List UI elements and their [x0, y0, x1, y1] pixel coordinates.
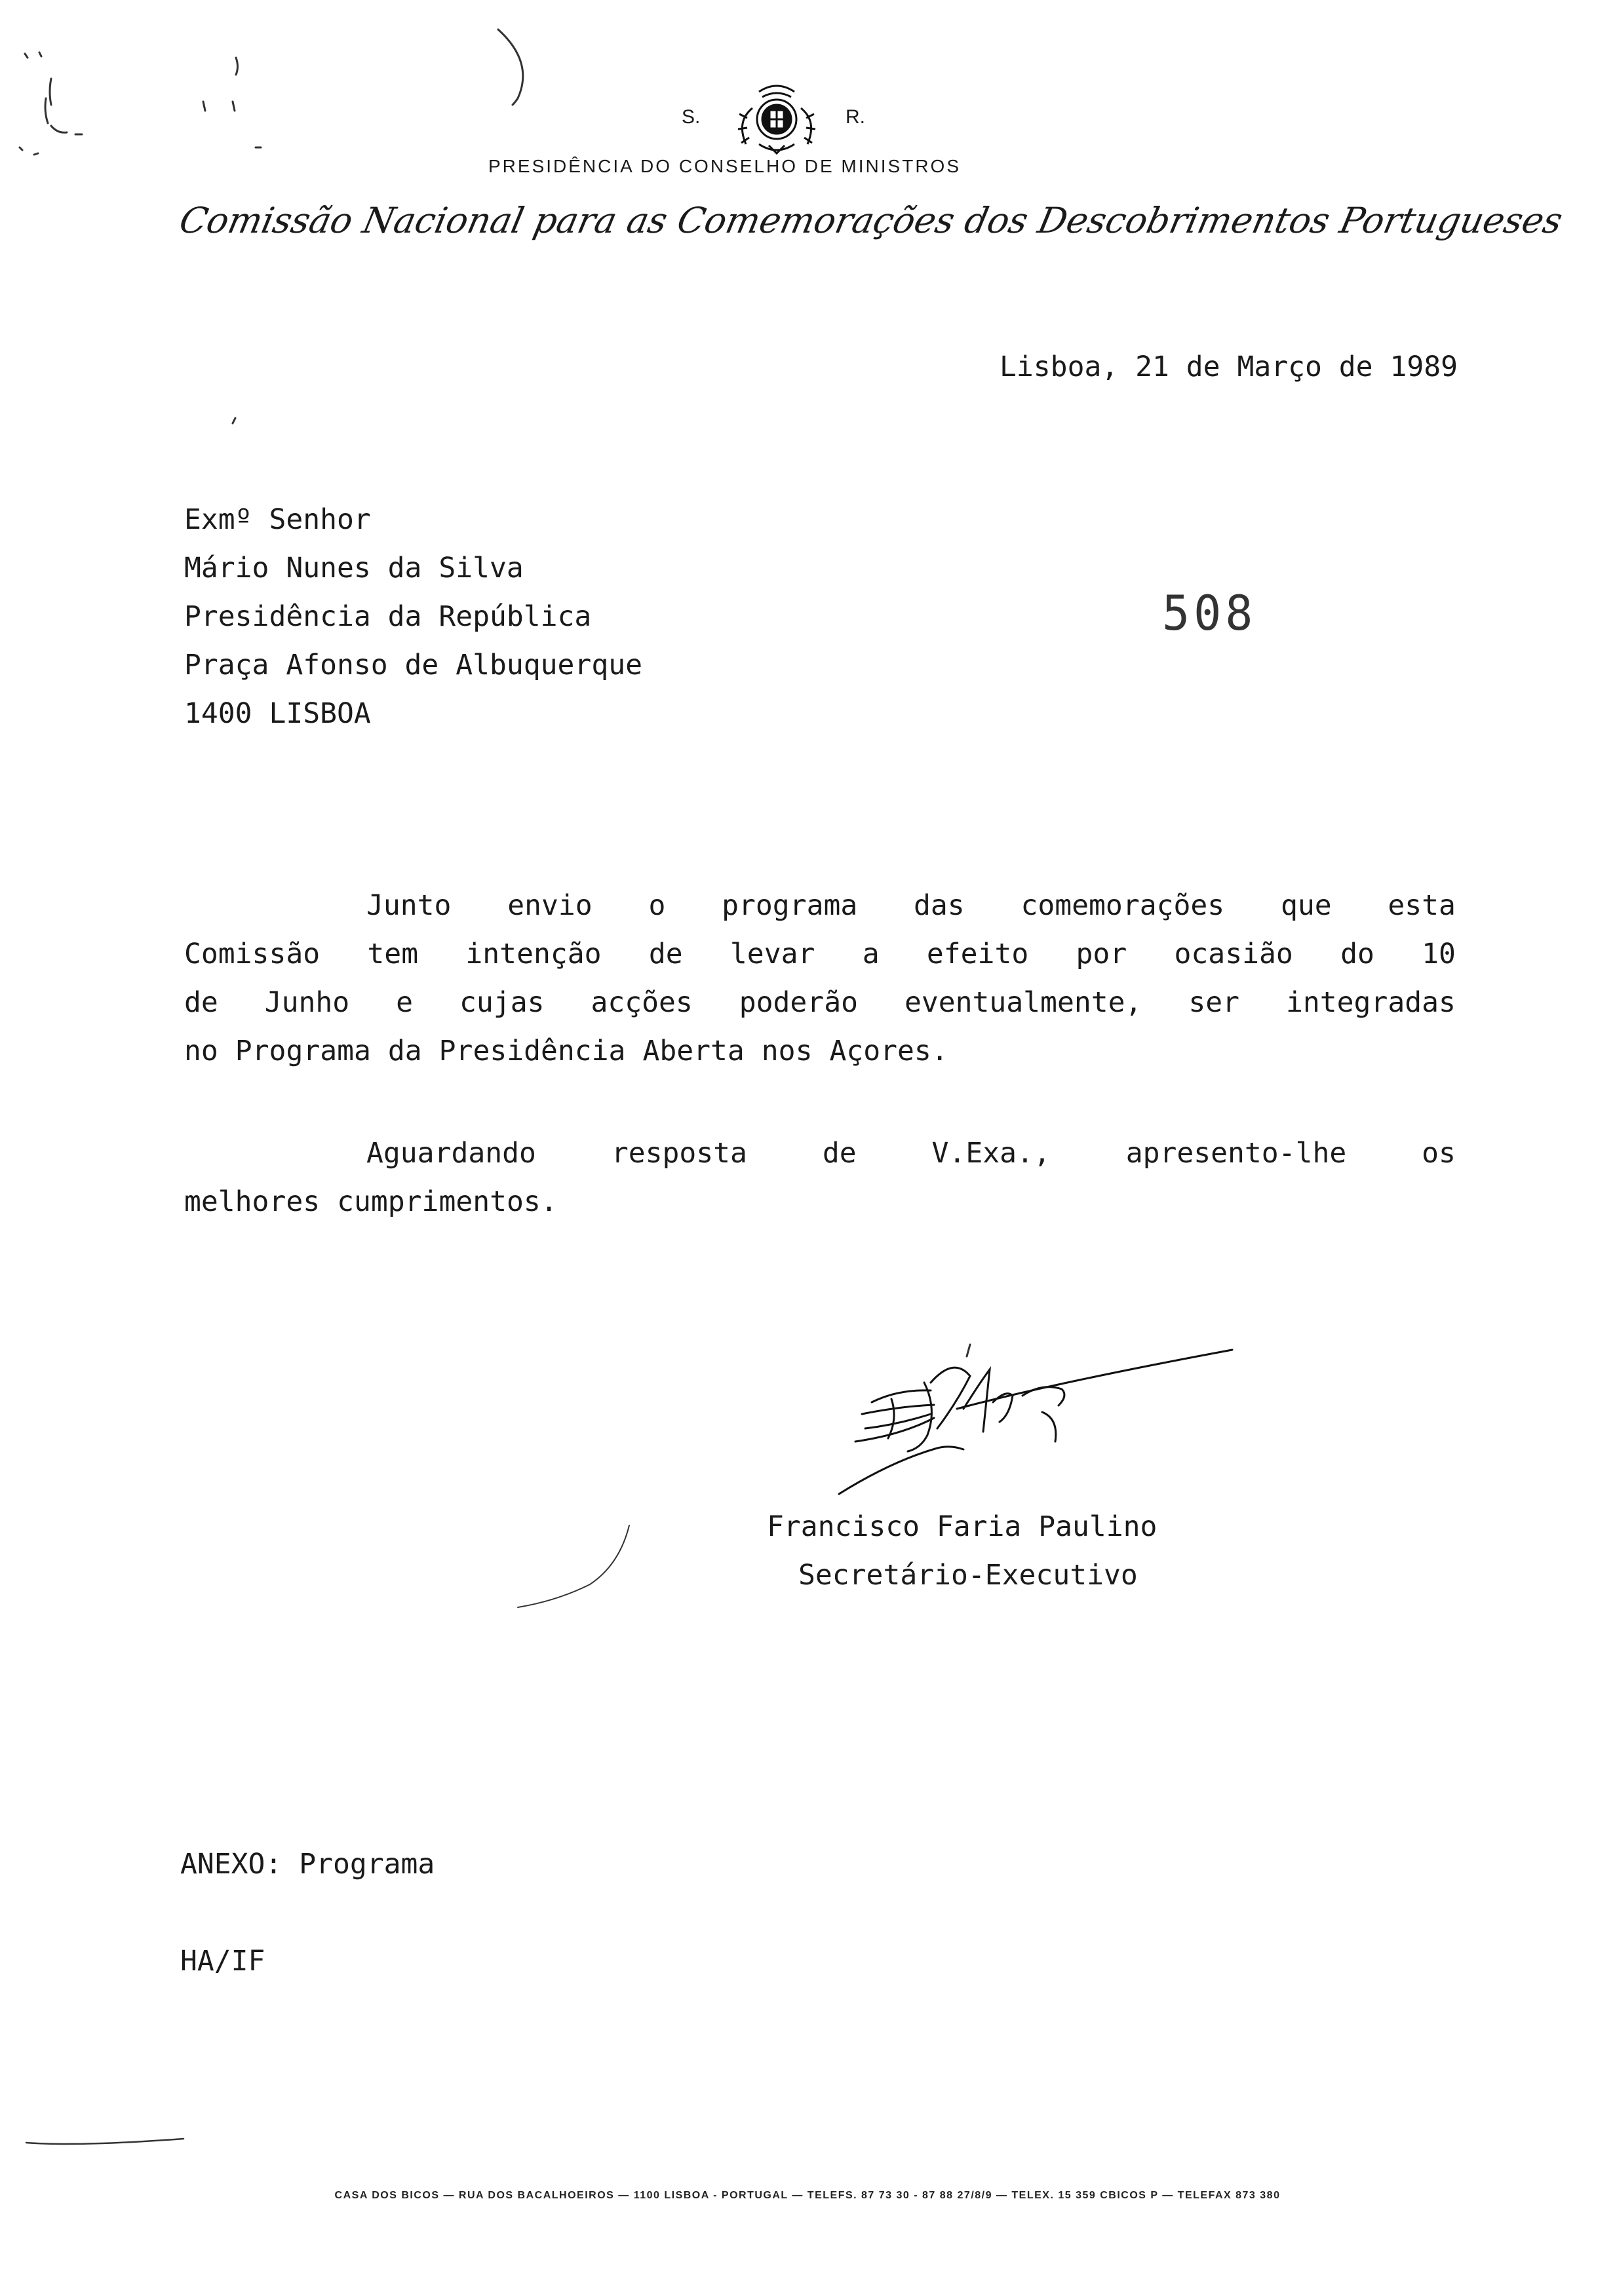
- paragraph-line: [184, 1177, 1456, 1226]
- paragraph-word: cumprimentos.: [337, 1185, 558, 1218]
- paragraph-word: no: [184, 1035, 218, 1067]
- paragraph-word: por: [1076, 938, 1127, 970]
- recipient-city: 1400 LISBOA: [184, 697, 371, 730]
- letter-date: Lisboa, 21 de Março de 1989: [1000, 351, 1458, 383]
- paragraph-word: que: [1280, 889, 1332, 922]
- paragraph-word: Aguardando: [366, 1137, 536, 1170]
- signer-title: Secretário-Executivo: [798, 1559, 1138, 1592]
- paragraph-word: Açores.: [829, 1035, 948, 1067]
- coat-of-arms-icon: [733, 79, 821, 157]
- paragraph-line: [184, 1129, 1456, 1177]
- handwritten-signature: [826, 1337, 1258, 1507]
- paragraph-word: Junho: [264, 986, 350, 1019]
- annex-line: ANEXO: Programa: [180, 1848, 435, 1881]
- paragraph-word: de: [648, 938, 683, 970]
- paragraph-word: apresento-lhe: [1125, 1137, 1347, 1170]
- paragraph-word: integradas: [1286, 986, 1456, 1019]
- paragraph-word: eventualmente,: [904, 986, 1142, 1019]
- paragraph-word: resposta: [611, 1137, 747, 1170]
- paragraph-word: programa: [722, 889, 858, 922]
- signer-name: Francisco Faria Paulino: [767, 1510, 1158, 1543]
- paragraph-word: V.Exa.,: [931, 1137, 1051, 1170]
- reference-number: 508: [1162, 584, 1257, 642]
- paragraph-word: Comissão: [184, 938, 321, 970]
- signer-block: [767, 1502, 1157, 1599]
- paragraph-word: efeito: [926, 938, 1029, 970]
- paragraph-word: os: [1422, 1137, 1456, 1170]
- recipient-salutation: Exmº Senhor: [184, 503, 371, 536]
- paragraph-word: ser: [1188, 986, 1240, 1019]
- paragraph-word: intenção: [465, 938, 602, 970]
- paragraph-word: da: [387, 1035, 422, 1067]
- letterhead-s: S.: [682, 106, 701, 128]
- paragraph-word: de: [822, 1137, 857, 1170]
- paragraph-word: das: [914, 889, 965, 922]
- paragraph-word: levar: [730, 938, 815, 970]
- paragraph-line: [184, 930, 1456, 978]
- paragraph-line: [184, 978, 1456, 1027]
- paragraph-line: [184, 881, 1456, 930]
- paragraph-word: e: [396, 986, 414, 1019]
- paragraph-word: Presidência: [438, 1035, 626, 1067]
- commission-name: Comissão Nacional para as Comemorações dos Descobrimentos Portugueses: [176, 200, 1566, 241]
- letterhead-r: R.: [846, 106, 865, 128]
- paragraph-word: de: [184, 986, 218, 1019]
- paragraph-word: Aberta: [642, 1035, 745, 1067]
- paragraph-word: ocasião: [1174, 938, 1293, 970]
- paragraph-word: Junto: [366, 889, 452, 922]
- office-title: PRESIDÊNCIA DO CONSELHO DE MINISTROS: [488, 156, 961, 176]
- body-paragraph-1: [184, 881, 1456, 1075]
- recipient-street: Praça Afonso de Albuquerque: [184, 649, 642, 681]
- paragraph-word: comemorações: [1021, 889, 1225, 922]
- paragraph-word: 10: [1422, 938, 1456, 970]
- recipient-address: [184, 495, 642, 738]
- paragraph-word: cujas: [459, 986, 545, 1019]
- paragraph-line: [184, 1027, 1456, 1075]
- paragraph-word: nos: [761, 1035, 813, 1067]
- paragraph-word: a: [862, 938, 880, 970]
- paragraph-word: esta: [1388, 889, 1456, 922]
- paragraph-word: o: [648, 889, 666, 922]
- paragraph-word: envio: [507, 889, 593, 922]
- paragraph-word: acções: [591, 986, 693, 1019]
- body-paragraph-2: [184, 1129, 1456, 1226]
- recipient-institution: Presidência da República: [184, 600, 592, 633]
- letterhead-footer: CASA DOS BICOS — RUA DOS BACALHOEIROS — 1100 LISBOA - PORTUGAL — TELEFS. 87 73 30 - 87 88 27/8/9 — TELEX. 15 359 CBICOS P — TELEFAX 873 380: [334, 2190, 1281, 2201]
- recipient-name: Mário Nunes da Silva: [184, 552, 524, 584]
- letterhead-sr: [682, 98, 878, 151]
- paragraph-word: tem: [367, 938, 419, 970]
- paragraph-word: do: [1340, 938, 1374, 970]
- initials-line: HA/IF: [180, 1945, 265, 1978]
- paragraph-word: Programa: [235, 1035, 371, 1067]
- paragraph-word: poderão: [739, 986, 858, 1019]
- paragraph-word: melhores: [184, 1185, 321, 1218]
